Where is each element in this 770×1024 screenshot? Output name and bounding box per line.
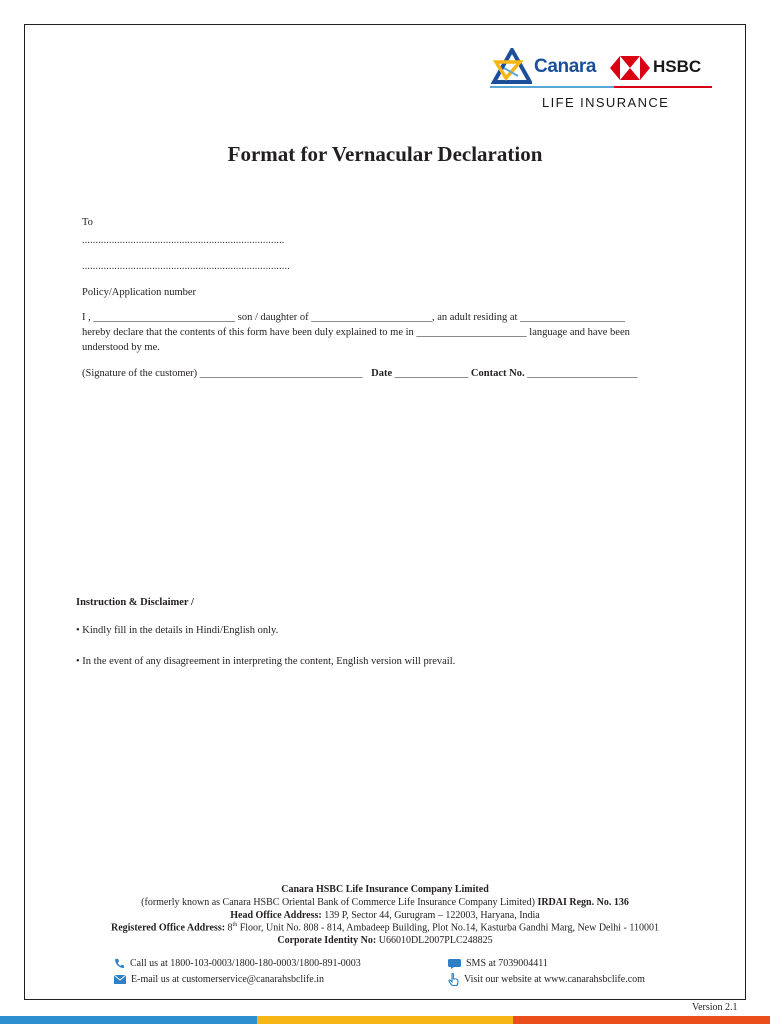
declaration-line-2[interactable]: hereby declare that the contents of this form have been duly explained to me in _____________________ language and have been: [82, 327, 630, 338]
footer-company-name: Canara HSBC Life Insurance Company Limited: [281, 884, 489, 895]
footer-formerly: (formerly known as Canara HSBC Oriental Bank of Commerce Life Insurance Company Limited) IRDAI Regn. No. 136: [141, 897, 629, 908]
footer-sms: SMS at 7039004411: [448, 958, 548, 969]
logo-rule-accent: [614, 86, 712, 88]
logo-tagline: LIFE INSURANCE: [542, 95, 670, 110]
canara-emblem-icon: [490, 48, 532, 86]
brand-hsbc: HSBC: [653, 57, 702, 76]
footer-call: Call us at 1800-103-0003/1800-180-0003/1800-891-0003: [114, 958, 361, 969]
to-label: To: [82, 217, 93, 228]
instruction-item: • In the event of any disagreement in interpreting the content, English version will prevail.: [76, 656, 456, 667]
declaration-line-3: understood by me.: [82, 342, 160, 353]
footer-email: E-mail us at customerservice@canarahsbclife.in: [114, 974, 324, 985]
declaration-paragraph: [82, 310, 688, 355]
brand-canara: Canara: [534, 56, 597, 77]
footer-website: Visit our website at www.canarahsbclife.com: [448, 973, 645, 986]
instructions-heading: Instruction & Disclaimer /: [76, 597, 194, 608]
page-title: Format for Vernacular Declaration: [227, 142, 543, 166]
date-label: Date: [371, 368, 393, 379]
footer-registered-office: Registered Office Address: 8th Floor, Unit No. 808 - 814, Ambadeep Building, Plot No.14, Kasturba Gandhi Marg, New Delhi - 110001: [110, 922, 660, 934]
bottom-bar-orange: [513, 1016, 770, 1024]
signature-row: [82, 368, 637, 379]
version-label: Version 2.1: [692, 1002, 738, 1013]
phone-icon: [114, 958, 125, 969]
bottom-bar-yellow: [257, 1016, 514, 1024]
address-line-1[interactable]: ...........................................................................: [82, 235, 285, 246]
pointer-hand-icon: [448, 973, 459, 986]
instruction-item: • Kindly fill in the details in Hindi/English only.: [76, 625, 279, 636]
page-border: [24, 24, 746, 1000]
address-line-2[interactable]: .............................................................................: [82, 261, 290, 272]
contact-field[interactable]: _____________________: [527, 368, 638, 379]
footer-head-office: Head Office Address: 139 P, Sector 44, Gurugram – 122003, Haryana, India: [230, 910, 540, 921]
footer-cin: Corporate Identity No: U66010DL2007PLC248825: [277, 935, 493, 946]
sms-icon: [448, 959, 461, 969]
irdai-number: IRDAI Regn. No. 136: [537, 897, 629, 908]
company-logo: [490, 46, 712, 112]
bottom-color-bar: [0, 1016, 770, 1024]
mail-icon: [114, 975, 126, 984]
declaration-line-1[interactable]: I , ___________________________ son / daughter of _______________________, an adult residing at ____________________: [82, 312, 626, 323]
signature-field[interactable]: (Signature of the customer) _______________________________: [82, 368, 363, 379]
date-field[interactable]: ______________: [394, 368, 469, 379]
policy-number-label: Policy/Application number: [82, 287, 197, 298]
bottom-bar-blue: [0, 1016, 257, 1024]
contact-label: Contact No.: [470, 368, 525, 379]
hsbc-hexagon-icon: [610, 56, 650, 80]
